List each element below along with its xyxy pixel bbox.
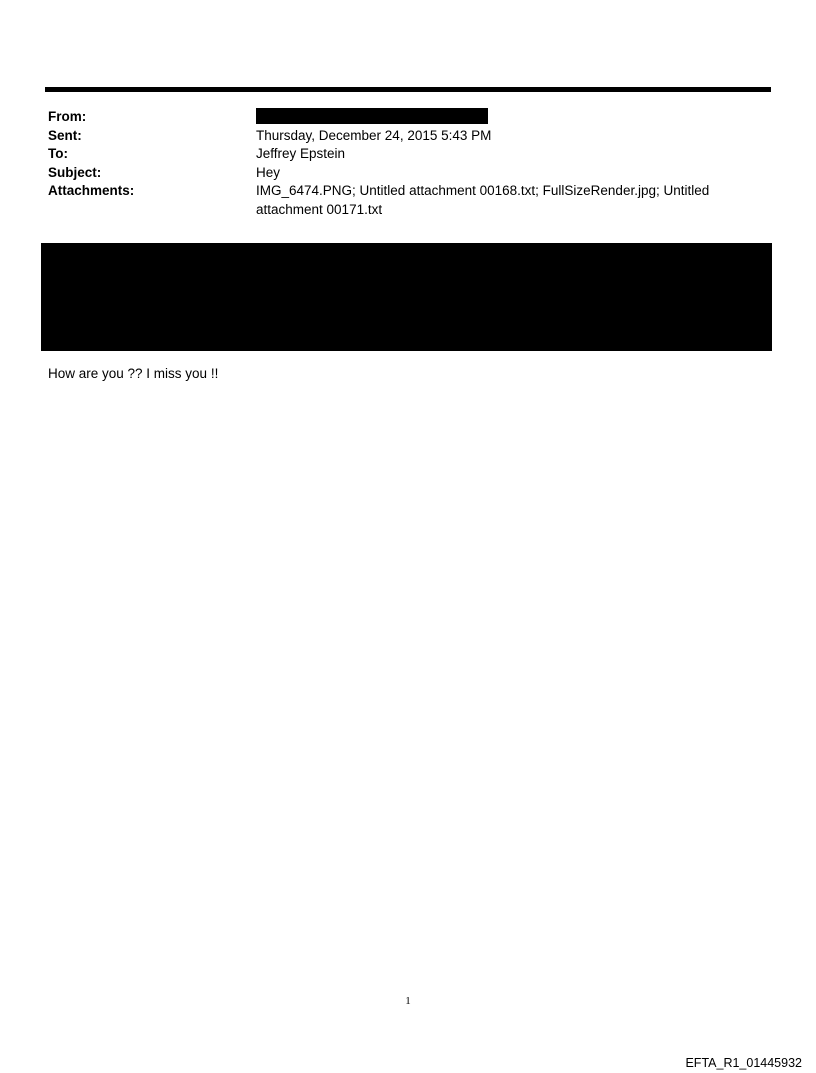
body-redaction-block — [41, 243, 772, 351]
from-label: From: — [48, 109, 87, 124]
subject-label: Subject: — [48, 164, 102, 180]
attachments-row — [48, 182, 771, 219]
sent-label: Sent: — [48, 127, 82, 143]
document-id: EFTA_R1_01445932 — [685, 1056, 802, 1070]
sent-value: Thursday, December 24, 2015 5:43 PM — [256, 127, 492, 143]
subject-row — [48, 164, 771, 183]
from-row — [48, 108, 771, 127]
to-label: To: — [48, 146, 68, 161]
from-redaction-block — [256, 108, 488, 124]
message-body: How are you ?? I miss you !! — [48, 366, 219, 381]
page-number: 1 — [405, 995, 411, 1007]
attachments-value: IMG_6474.PNG; Untitled attachment 00168.txt; FullSizeRender.jpg; Untitled attachment 00171.txt — [256, 183, 710, 217]
from-value — [256, 108, 771, 127]
header-divider-rule — [45, 87, 771, 92]
email-header — [48, 108, 771, 219]
sent-row — [48, 127, 771, 146]
to-value: Jeffrey Epstein — [256, 146, 346, 161]
subject-value: Hey — [256, 164, 281, 180]
attachments-label: Attachments: — [48, 183, 135, 198]
to-row — [48, 145, 771, 164]
